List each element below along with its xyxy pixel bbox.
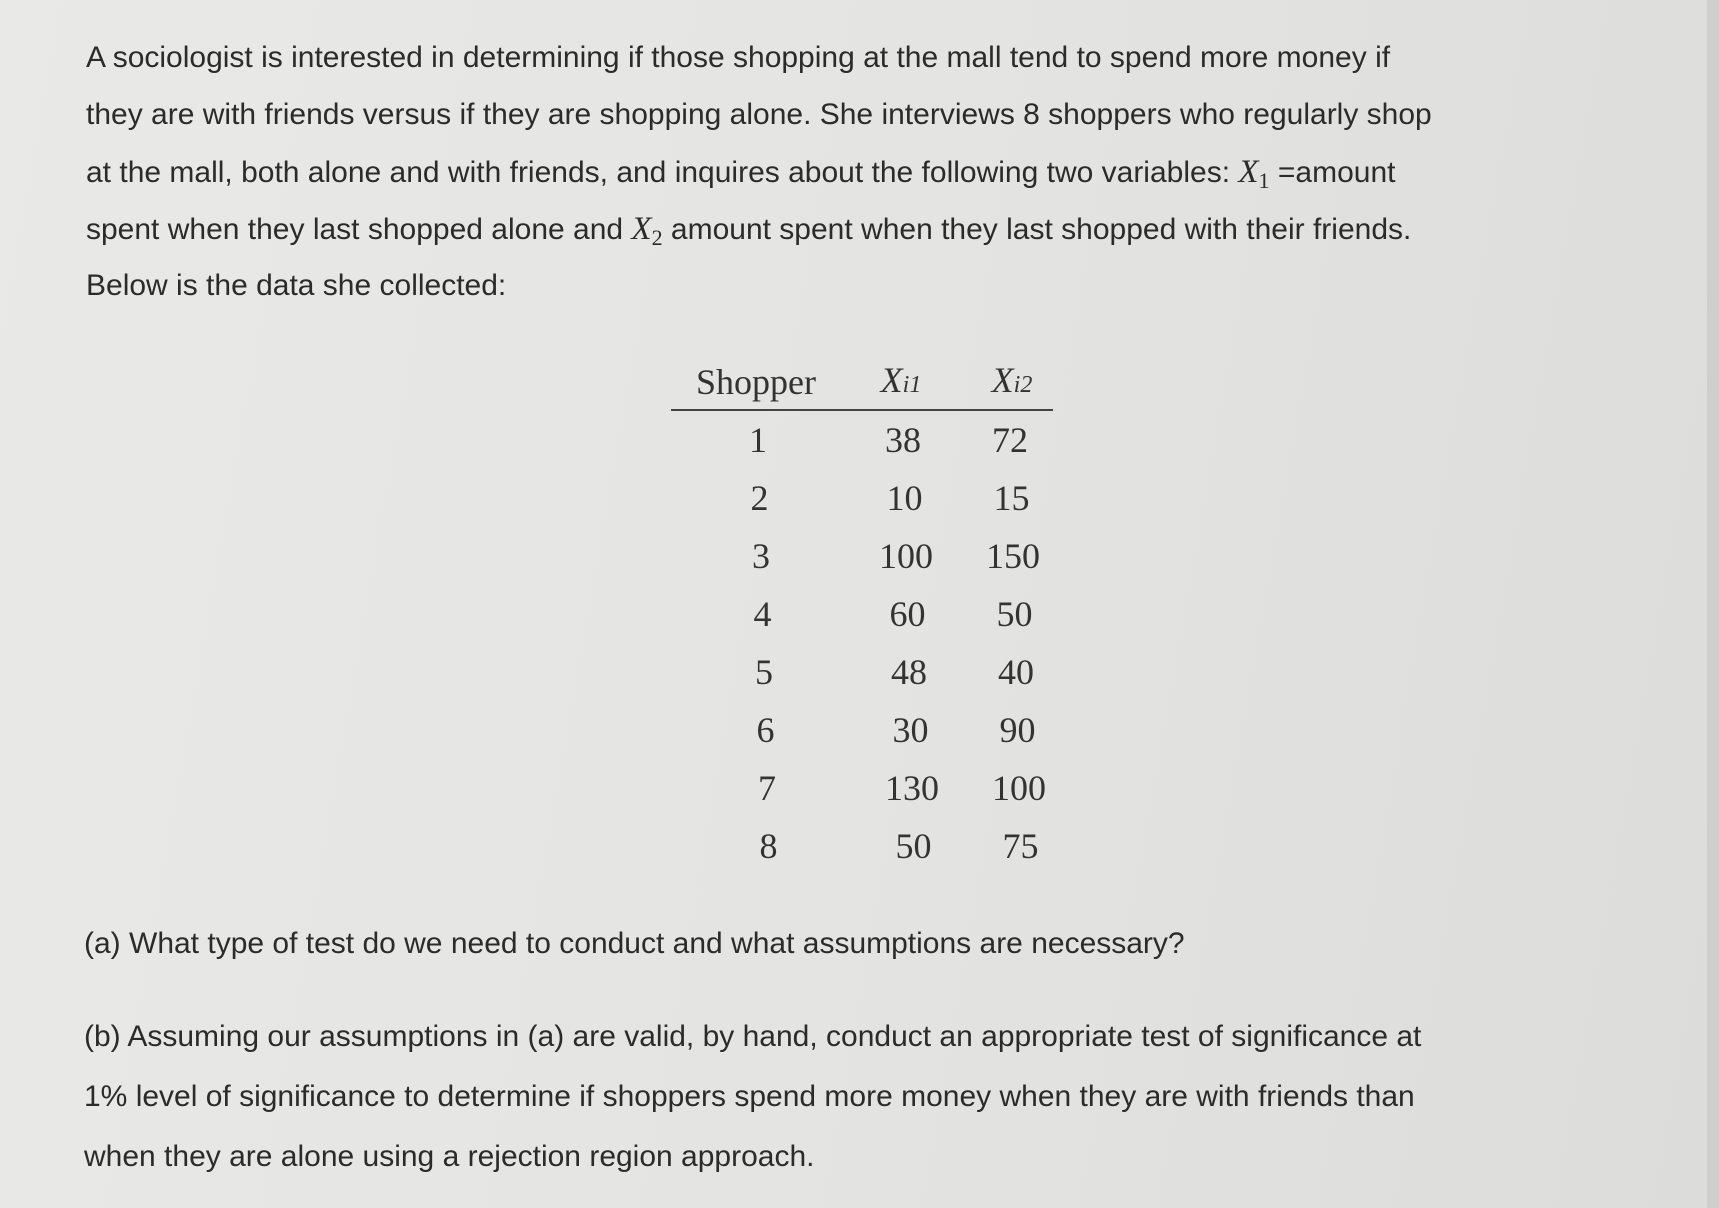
table-cell-x1: 130: [885, 768, 939, 808]
question-b-line-1: (b) Assuming our assumptions in (a) are valid, by hand, conduct an appropriate test of significance at: [84, 1020, 1422, 1053]
x-symbol: X: [631, 211, 652, 247]
table-cell-x1: 38: [885, 420, 921, 460]
table-cell-x1: 10: [886, 478, 923, 518]
table-cell-x2: 150: [986, 536, 1040, 576]
x-symbol: X: [991, 360, 1014, 400]
intro-line-3: [86, 152, 1395, 201]
table-cell-shopper: 1: [749, 420, 767, 460]
question-a: (a) What type of test do we need to conduct and what assumptions are necessary?: [84, 927, 1185, 960]
question-b-line-3: when they are alone using a rejection region approach.: [84, 1140, 815, 1173]
table-cell-x2: 50: [996, 594, 1033, 634]
intro-line-3-text: at the mall, both alone and with friends, and inquires about the following two variables:: [86, 156, 1239, 189]
table-cell-x2: 72: [992, 420, 1028, 460]
table-cell-x2: 40: [998, 652, 1034, 692]
table-cell-x1: 100: [879, 536, 933, 576]
table-cell-x2: 15: [993, 478, 1030, 518]
table-cell-shopper: 8: [759, 826, 778, 866]
header-x2-sub: i2: [1013, 372, 1033, 398]
table-cell-x1: 60: [889, 594, 926, 634]
x-symbol: X: [880, 360, 903, 400]
intro-line-4-text: spent when they last shopped alone and: [86, 213, 632, 246]
intro-line-4-end: amount spent when they last shopped with their friends.: [662, 213, 1412, 246]
subscript-1: 1: [1258, 168, 1270, 193]
header-x2: [952, 358, 1072, 407]
intro-line-2: they are with friends versus if they are shopping alone. She interviews 8 shoppers who regularly shop: [86, 98, 1432, 131]
intro-line-4: [86, 209, 1411, 258]
table-cell-x1: 48: [891, 652, 927, 692]
table-cell-shopper: 3: [752, 536, 770, 576]
table-cell-x1: 30: [892, 710, 929, 750]
intro-line-1: A sociologist is interested in determining if those shopping at the mall tend to spend more money if: [86, 41, 1391, 74]
table-cell-shopper: 4: [753, 594, 772, 634]
table-cell-x2: 75: [1002, 826, 1039, 866]
table-cell-shopper: 2: [750, 478, 769, 518]
header-rule: [671, 409, 1053, 411]
intro-line-3-end: =amount: [1269, 156, 1396, 189]
intro-line-5: Below is the data she collected:: [86, 269, 507, 302]
table-cell-shopper: 5: [755, 652, 773, 692]
table-cell-x2: 100: [992, 768, 1046, 808]
question-b-line-2: 1% level of significance to determine if shoppers spend more money when they are with friends than: [84, 1080, 1415, 1113]
x-symbol: X: [1238, 154, 1259, 190]
variable-x1: [1238, 154, 1270, 193]
header-x1: [841, 358, 961, 407]
table-cell-x1: 50: [895, 826, 932, 866]
subscript-2: 2: [651, 225, 663, 250]
variable-x2: [631, 211, 663, 250]
table-cell-x2: 90: [999, 710, 1036, 750]
table-cell-shopper: 7: [758, 768, 776, 808]
table-cell-shopper: 6: [756, 710, 775, 750]
page-edge-shadow: [1707, 0, 1719, 1208]
header-shopper: Shopper: [696, 362, 816, 402]
header-x1-sub: i1: [902, 372, 922, 398]
